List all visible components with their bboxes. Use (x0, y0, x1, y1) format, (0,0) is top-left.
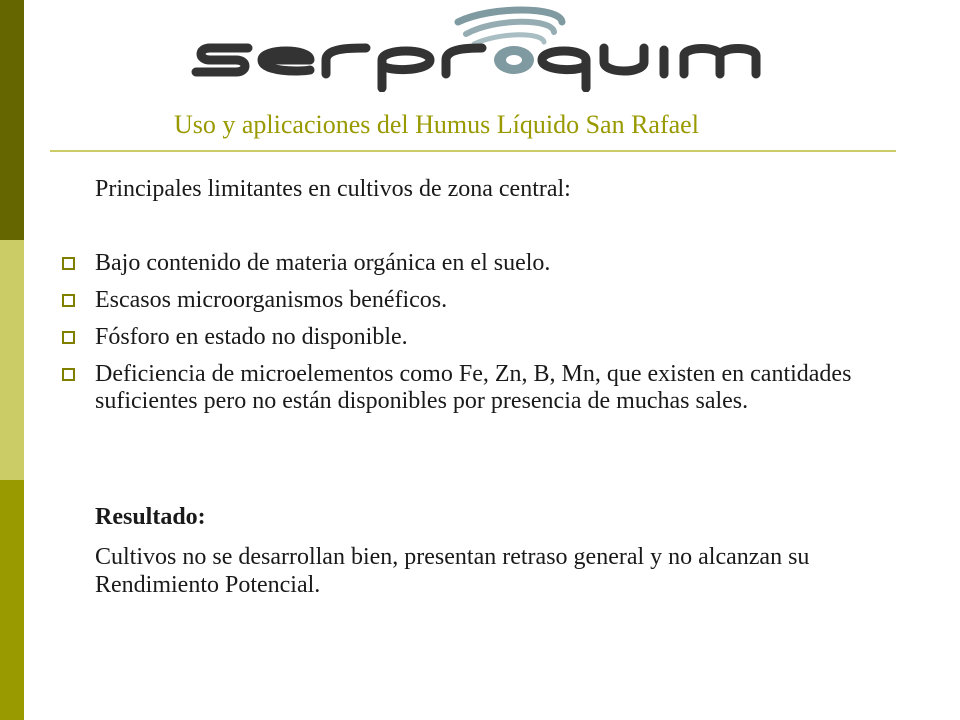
list-item (62, 250, 912, 277)
side-bar-light-segment (0, 240, 24, 480)
list-item-text: Deficiencia de microelementos como Fe, Zn, B, Mn, que existen en cantidades suficientes pero no están disponibles por presencia de muchas sales. (95, 361, 852, 414)
slide-title: Uso y aplicaciones del Humus Líquido San Rafael (174, 110, 699, 139)
serproquim-logo (190, 4, 800, 92)
result-label: Resultado: (95, 504, 206, 530)
square-bullet-icon (62, 257, 75, 270)
list-item (62, 361, 912, 415)
side-accent-bar (0, 0, 24, 720)
square-bullet-icon (62, 331, 75, 344)
intro-text: Principales limitantes en cultivos de zona central: (95, 176, 571, 202)
result-text: Cultivos no se desarrollan bien, presentan retraso general y no alcanzan su Rendimiento Potencial. (95, 544, 810, 598)
list-item-text: Fósforo en estado no disponible. (95, 324, 408, 350)
side-bar-mid-segment (0, 480, 24, 720)
list-item-text: Bajo contenido de materia orgánica en el suelo. (95, 250, 551, 276)
list-item (62, 287, 912, 314)
square-bullet-icon (62, 368, 75, 381)
serproquim-logo-graphic (190, 4, 800, 92)
side-bar-dark-segment (0, 0, 24, 240)
title-divider (50, 150, 896, 152)
square-bullet-icon (62, 294, 75, 307)
limitations-list (62, 250, 912, 425)
list-item (62, 324, 912, 351)
list-item-text: Escasos microorganismos benéficos. (95, 287, 448, 313)
